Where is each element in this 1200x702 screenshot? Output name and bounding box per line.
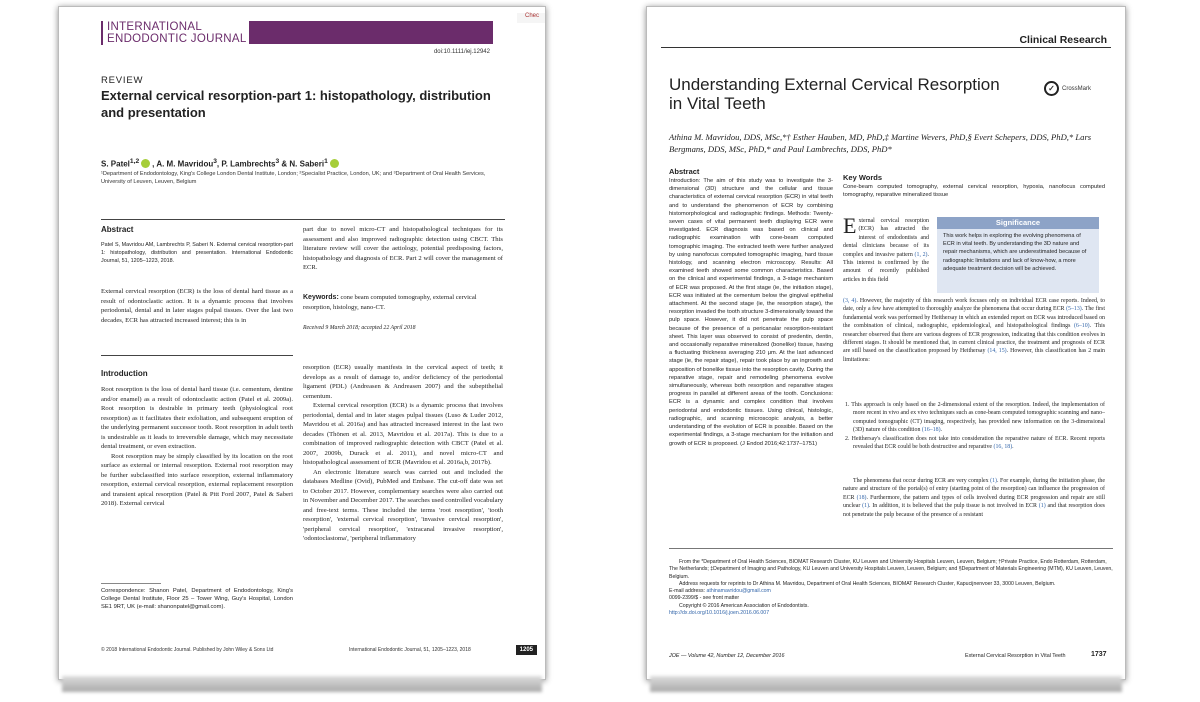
footnotes: From the *Department of Oral Health Sciences, BIOMAT Research Cluster, KU Leuven and University Hospitals Leuven, Leuven, Belgium; †Private Practice, Endo Rotterdam, Rotterdam, The Netherlands; ‡Department of Imaging and Pathology, KU Leuven and University Hospitals Leuven, Leuven, Belgium; and §Department of Materials Engineering (MTM), KU Leuven, Leuven, Belgium. Address requests for reprints to Dr Athina M. Mavridou, Department of Oral Health Sciences, BIOMAT Research Cluster, Kapucijnenvoer 33, 3000 Leuven, Belgium. E-mail address: athinamavridou@gmail.com 0099-2399/$ - see front matter Copyright © 2016 American Association of Endodontists. http://dx.doi.org/10.1016/j.joen.2016.06.007 (669, 559, 1113, 617)
journal-name-line1: INTERNATIONAL (107, 21, 203, 33)
footnote-divider (101, 583, 161, 584)
footer-running-title: External Cervical Resorption in Vital Teeth (965, 653, 1066, 659)
footnote-divider (669, 548, 1113, 549)
keywords-text: Cone-beam computed tomography, external cervical resorption, hypoxia, nanofocus computed tomography, reparative mineralized tissue (843, 184, 1105, 199)
author-list: S. Patel$^{1,2}$ , A. M. Mavridou$^3$, P. Lambrechts$^3$ & N. Saberi$^1$ (101, 158, 341, 169)
email-link[interactable]: athinamavridou@gmail.com (706, 588, 771, 595)
footer-journal: JOE — Volume 42, Number 12, December 2016 (669, 653, 785, 659)
journal-name-line2: ENDODONTIC JOURNAL (107, 33, 247, 45)
limitation-item: 2. Heithersay's classification does not take into consideration the reparative nature of ECR. Recent reports revealed that ECR could be both destructive and reparative (16, 18). (845, 435, 1105, 451)
article-title: External cervical resorption-part 1: histopathology, distribution and presentation (101, 88, 491, 120)
abstract-heading: Abstract (101, 225, 134, 234)
intro-left-column: Root resorption is the loss of dental hard tissue (i.e. cementum, dentine and/or enamel) as a result of odontoclastic action (Patel et al. 2009a). Root resorption is desirable in primary teeth (physiological root resorption) as it facilitates their exfoliation, and subsequent eruption of the underlying permanent successor tooth. Root resorption in adult teeth is undesirable as it leads to irreversible damage, which may necessitate dental treatment, or even extraction. Root resorption may be simply classified by its location on the root surface as external or internal resorption. External root resorption may be further subclassified into surface resorption, external inflammatory resorption, external cervical resorption, external replacement resorption and transient apical resorption (Patel & Pitt Ford 2007, Patel & Saberi 2018). External cervical (101, 386, 293, 507)
intro-right-column: resorption (ECR) usually manifests in the cervical aspect of teeth; it develops as a result of damage to, and/or deficiency of the periodontal ligament (PDL) (Andreasen & Andreasen 2007) and the subepithelial cementum. External cervical resorption (ECR) is a dynamic process that involves periodontal, dental and in later stages pulpal tissues (Luso & Luder 2012, Mavridou et al. 2016a) and has attracted increased interest in the last two decades (Thönen et al. 2013, Mavridou et al. 2017a). This is due to a combination of improved radiographic detection with CBCT (Patel et al. 2007, 2009b, Durack et al. 2011), and novel micro-CT and histopathological assessment of ECR (Mavridou et al. 2016a,b, 2017b). An electronic literature search was carried out and included the databases Medline (Ovid), PubMed and Embase. The cut-off date was set to October 2017. However, complementary searches were also carried out in November and December 2017. The searches used controlled vocabulary and free-text terms. These included the terms 'root resorption', 'tooth resorption', 'external cervical resorption', 'invasive cervical resorption', 'peripheral cervical resorption', 'extracanal invasive resorption', 'odontoclastoma', 'peripheral inflammatory (303, 364, 503, 542)
article-doi: doi:10.1111/iej.12942 (433, 49, 490, 55)
page-number: 1737 (1091, 651, 1107, 658)
introduction-heading: Introduction (101, 369, 148, 378)
crossmark-button[interactable]: ✓ CrossMark (1044, 81, 1091, 96)
journal-header-band (249, 21, 493, 44)
body-paragraph: The phenomena that occur during ECR are very complex (1). For example, during the initiation phase, the nature and structure of the portal(s) of entry (starting point of the resorption) can influence the progression of ECR (18). Furthermore, the pattern and types of cells involved during ECR progression and repair are still unclear (1). In addition, it is believed that the pulp tissue is not involved in ECR (1) and that resorption does not penetrate the pulp because of the presence of a resistant (843, 478, 1105, 518)
crossmark-icon: ✓ (1044, 81, 1059, 96)
page-shadow (62, 676, 542, 692)
page-shadow (650, 676, 1122, 692)
abstract-text-left: External cervical resorption (ECR) is the loss of dental hard tissue as a result of odontoclastic action. It is a dynamic process that involves periodontal, dental and in later stages pulpal tissues. Over the last two decades, ECR has attracted increased interest; this is in (101, 288, 293, 324)
keywords-heading: Key Words (843, 173, 883, 182)
received-dates: Received 9 March 2018; accepted 22 April 2018 (303, 325, 416, 331)
footer-copyright: © 2018 International Endodontic Journal. Published by John Wiley & Sons Ltd (101, 647, 274, 653)
author-list: Athina M. Mavridou, DDS, MSc,*† Esther Hauben, MD, PhD,‡ Martine Wevers, PhD,§ Evert Schepers, DDS, PhD,* Lars Bergmans, DDS, MSc, PhD,* and Paul Lambrechts, DDS, PhD* (669, 132, 1092, 154)
page-right (646, 6, 1126, 680)
abstract-heading: Abstract (669, 167, 700, 176)
journal-logo-bar (101, 21, 103, 45)
keywords: Keywords: cone beam computed tomography, external cervical resorption, histology, nano-CT. (303, 294, 477, 311)
significance-text: This work helps in exploring the evolving phenomena of ECR in vital teeth. By understanding the 3D nature and repair mechanisms, which are underestimated because of radiographic limitations and lack of know-how, a more adequate treatment decision will be achieved. (943, 233, 1087, 272)
intro-text: (3, 4). However, the majority of this research work focuses only on individual ECR case reports. Indeed, to date, only a few have attempted to thoroughly analyze the phenomena that occur during ECR (5–13). The first fundamental work was performed by Heithersay in which an extended report on ECR was introduced based on the combination of clinical, radiographic, epidemiological, and histopathological findings (6–10). This researcher observed that there are various degrees of ECR progression, indicating that this condition evolves in different stages. It should be mentioned that, in current clinical practice, the treatment and prognosis of ECR are still based on the classification proposed by Heithersay (14, 15). However, this classification has 2 main limitations: (843, 298, 1105, 363)
check-for-updates-badge[interactable] (517, 13, 545, 23)
section-label: REVIEW (101, 75, 144, 86)
abstract-text-right: part due to novel micro-CT and histopathological techniques for its assessment and also improved radiographic detection using CBCT. This literature review will cover the aetiology, potential predisposing factors, histopathology and diagnosis of ECR. Part 2 will cover the management of ECR. (303, 226, 503, 271)
correspondence: Correspondence: Shanon Patel, Department of Endodontology, King's College Dental Institute, Floor 25 – Tower Wing, Guy's Hospital, London SE1 9RT, UK (e-mail: shanonpatel@gmail.com). (101, 588, 293, 610)
orcid-icon[interactable] (141, 159, 150, 168)
limitation-item: 1. This approach is only based on the 2-dimensional extent of the resorption. Indeed, the implementation of more recent in vivo and ex vivo techniques such as cone-beam computed tomographic scanning and nano–computed tomographic (CT) imaging, respectively, has provided new information on the 3-dimensional (3D) nature of this condition (16–18). (845, 402, 1105, 434)
header-rule (661, 47, 1111, 48)
section-label: Clinical Research (1019, 34, 1107, 46)
page-left (58, 6, 546, 680)
divider (101, 219, 505, 220)
limitations-list (843, 401, 1105, 451)
check-badge-label: Chec (525, 13, 540, 19)
abstract-text: Introduction: The aim of this study was to investigate the 3-dimensional (3D) structure and the cellular and tissue characteristics of external cervical resorption (ECR) in vital teeth and to understand the phenomenon of ECR by combining histomorphological and radiographic findings. Methods: Twenty-seven cases of vital permanent teeth displaying ECR were investigated. ECR diagnosis was based on clinical and radiographic examination with cone-beam computed tomographic imaging. The extracted teeth were further analyzed by using nanofocus computed tomographic imaging, hard tissue histology, and scanning electron microscopy. Results: All examined teeth showed some common characteristics. Based on the clinical and experimental findings, a 3-stage mechanism of ECR was proposed. At the first stage (ie, the initiation stage), ECR was initiated at the cementum below the gingival epithelial attachment. At the second stage (ie, the resorption stage), the resorption invaded the tooth structure 3-dimensionally toward the pulp space. However, it did not penetrate the pulp space because of the presence of a pericanalar resorption-resistant sheet. This layer was observed to consist of predentin, dentin, and occasionally reparative mineralized (bonelike) tissue, having a fluctuating thickness averaging 210 μm. At the last advanced stage (ie, the repair stage), repair took place by an ingrowth and apposition of bonelike tissue into the resorption cavity. During the reparative stage, repair and remodeling phenomena evolve simultaneously, whereas both resorption and reparative stages progress in parallel at different areas of the tooth. Conclusions: ECR is a dynamic and complex condition that involves periodontal and endodontic tissues. Using clinical, histologic, radiographic, and scanning microscopic analysis, a better understanding of the evolution of ECR is possible. Based on the experimental findings, a 3-stage mechanism for the initiation and growth of ECR is proposed. (J Endod 2016;42:1737–1751) (669, 178, 833, 447)
article-title: Understanding External Cervical Resorption in Vital Teeth (669, 75, 1000, 113)
page-number: 1205 (516, 645, 537, 655)
orcid-icon[interactable] (330, 159, 339, 168)
doi-link[interactable]: http://dx.doi.org/10.1016/j.joen.2016.06.007 (669, 610, 770, 617)
intro-wrap-text: External cervical resorption (ECR) has attracted the interest of endodontists and dental clinicians because of its complex and invasive pattern (1, 2). This interest is confirmed by the amount of recently published articles in this field (843, 213, 929, 283)
significance-box (937, 217, 1099, 293)
divider (101, 355, 293, 356)
significance-heading: Significance (937, 217, 1099, 229)
affiliations: ¹Department of Endodontology, King's College London Dental Institute, London; ²Specialist Practice, London, UK; and ³Department of Oral Health Services, University of Leuven, Leuven, Belgium (101, 171, 486, 185)
footer-citation: International Endodontic Journal, 51, 1205–1223, 2018 (349, 647, 471, 653)
abstract-citation: Patel S, Mavridou AM, Lambrechts P, Saberi N. External cervical resorption-part 1: histopathology, distribution and presentation. International Endodontic Journal, 51, 1205–1223, 2018. (101, 242, 293, 264)
